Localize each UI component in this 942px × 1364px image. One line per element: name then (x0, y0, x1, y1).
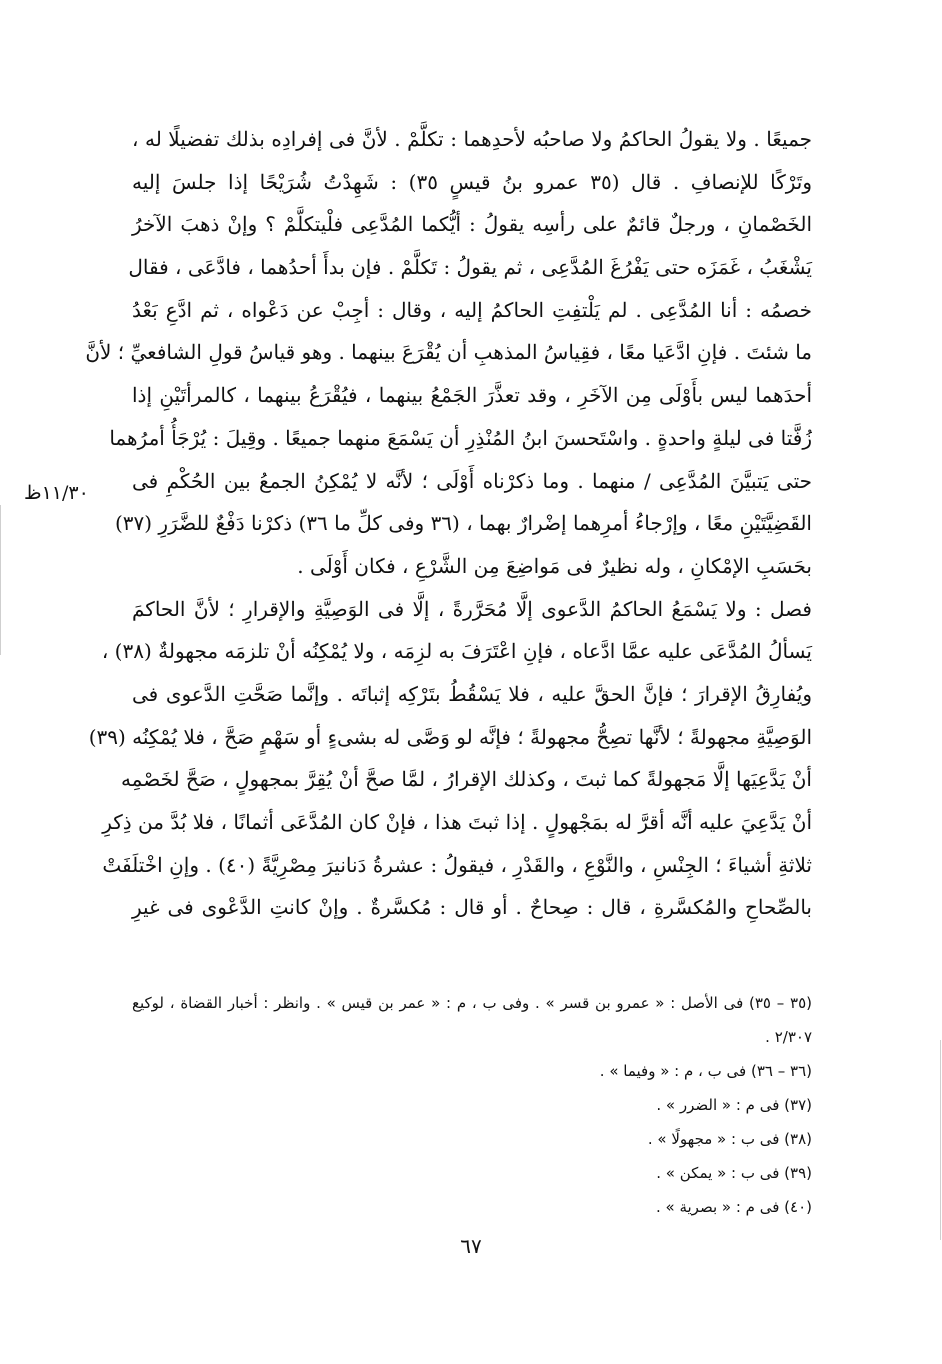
footnotes (132, 986, 812, 1224)
text-line-7: أحدَهما ليس بأَوْلَى مِن الآخَرِ ، وقد تعذَّرَ الجَمْعُ بينهما ، فيُقْرَعُ بينهما ، كالمرأتَيْنِ إذا (132, 383, 812, 408)
footnote-35: (٣٥ – ٣٥) فى الأصل : « عمرو بن قسر » . وفى ب ، م : « عمر بن قيس » . وانظر : أخبار القضاة ، لوكيع (132, 994, 812, 1012)
text-line-15: الوَصِيَّةِ مجهولةً ؛ لأنَّها تصِحُّ مجهولةً ؛ فإنَّه لو وَصَّى له بشىءٍ أو سَهْمٍ صَحَّ ، فلا يُمْكِنُه (٣٩) (88, 724, 812, 749)
text-line-12-fasl: فصل : ولا يَسْمَعُ الحاكمُ الدَّعوى إلَّا مُحَرَّرةً ، إلَّا فى الوَصِيَّةِ والإقرارِ ؛ لأنَّ الحاكمَ (132, 596, 812, 621)
footnote-35-continued: ٢/٣٠٧ . (765, 1028, 812, 1046)
manuscript-folio-reference: ١١/٣٠ظ (24, 482, 89, 504)
text-line-10: القَضِيَّتَيْنِ معًا ، وإرْجاءُ أمرِهما إضْرارٌ بهما ، (٣٦ وفى كلِّ ما ٣٦) ذكرْنا دَفْعٌ للضَّرَرِ (٣٧) (114, 511, 812, 536)
footnote-39: (٣٩) فى ب : « يمكن » . (656, 1164, 812, 1182)
footnote-36: (٣٦ – ٣٦) فى ب ، م : « وفيما » . (599, 1062, 812, 1080)
text-line-9: حتى يَتبيَّنَ المُدَّعِى / منهما . وما ذكرْناه أَوْلَى ؛ لأنَّه لا يُمْكِنُ الجمعُ بين الحُكْمِ فى (132, 468, 812, 493)
footnote-37: (٣٧) فى م : « الضرر » . (656, 1096, 812, 1114)
text-line-19: بالصِّحاحِ والمُكسَّرةِ ، قال : صِحاحٌ . أو قال : مُكسَّرةٌ . وإنْ كانتِ الدَّعْوى فى غيرِ (132, 895, 812, 920)
text-line-16: أنْ يَدَّعِيَها إلَّا مَجهولةً كما ثبتَ ، وكذلك الإقرارُ ، لمَّا صحَّ أنْ يُقِرَّ بمجهولٍ ، صَحَّ لخَصْمِه (120, 767, 812, 792)
footnote-40: (٤٠) فى م : « بصرية » . (655, 1198, 812, 1216)
scan-edge-line (0, 505, 1, 655)
text-line-1: جميعًا . ولا يقولُ الحاكمُ ولا صاحبُه لأحدِهما : تكلَّمْ . لأنَّ فى إفرادِه بذلك تفضيلًا له ، (132, 127, 812, 151)
footnote-38: (٣٨) فى ب : « مجهولًا » . (647, 1130, 812, 1148)
page-number: ٦٧ (460, 1234, 482, 1258)
text-line-4: يَشْغَبُ ، غَمَزَه حتى يَفْرُغَ المُدَّعِى ، ثم يقولُ : تَكلَّمْ . فإن بدأَ أحدُهما ، فادَّعَى ، فقال (128, 255, 812, 280)
text-line-2: وتَرْكًا للإنصافِ . قال (٣٥ عمرو بنُ قيسٍ ٣٥) : شَهِدْتُ شُرَيْحًا إذا جلسَ إليه (132, 169, 812, 194)
main-text (85, 118, 812, 929)
text-line-14: ويُفارِقُ الإقرارَ ؛ فإنَّ الحقَّ عليه ، فلا يَسْقُطُ بتَرْكِه إثباتَه . وإنَّما صَحَّتِ الدَّعوى فى (132, 681, 812, 706)
text-line-6: ما شئتَ . فإنِ ادَّعَيا معًا ، فقِياسُ المذهبِ أن يُقْرَعَ بينهما . وهو قياسُ قولِ الشافعيِّ ؛ لأنَّ (85, 340, 812, 365)
text-line-13: يَسألُ المُدَّعَى عليه عمَّا ادَّعاه ، فإنِ اعْتَرَفَ به لزِمَه ، ولا يُمْكِنُه أنْ تلزمَه مجهولةٌ (٣٨) ، (101, 639, 812, 664)
text-line-3: الخَصْمانِ ، ورجلٌ قائمٌ على رأسِه يقولُ : أيُّكما المُدَّعِى فلْيتكلَّمْ ؟ وإنْ ذهبَ الآخرُ (132, 212, 812, 237)
text-line-8: زُفَّتا فى ليلةٍ واحدةٍ . واسْتَحسنَ ابنُ المُنْذِرِ أن يَسْمَعَ منهما جميعًا . وقِيلَ : يُرْجَأُ أمرُهما (109, 425, 812, 450)
text-line-17: أنْ يَدَّعِيَ عليه أنَّه أقرَّ له بمَجْهولٍ . إذا ثبتَ هذا ، فإنْ كان المُدَّعَى أثمانًا ، فلا بُدَّ من ذِكرِ (102, 810, 812, 834)
text-line-11: بحَسَبِ الإمْكانِ ، وله نظيرٌ فى مَواضِعَ مِن الشَّرْعِ ، فكان أَوْلَى . (297, 553, 812, 578)
text-line-18: ثلاثةِ أشياءَ ؛ الجِنْسِ ، والنَّوْعِ ، والقَدْرِ ، فيقولُ : عشرةُ دَنانيرَ مِصْرِيَّةً (٤٠) . وإنِ اخْتلَفَتْ (102, 852, 812, 877)
scan-edge-line-right (940, 1040, 941, 1240)
text-line-5: خصمُه : أنا المُدَّعِى . لم يَلْتفِتِ الحاكمُ إليه ، وقال : أجِبْ عن دَعْواه ، ثم ادَّعِ بَعْدُ (132, 297, 812, 322)
